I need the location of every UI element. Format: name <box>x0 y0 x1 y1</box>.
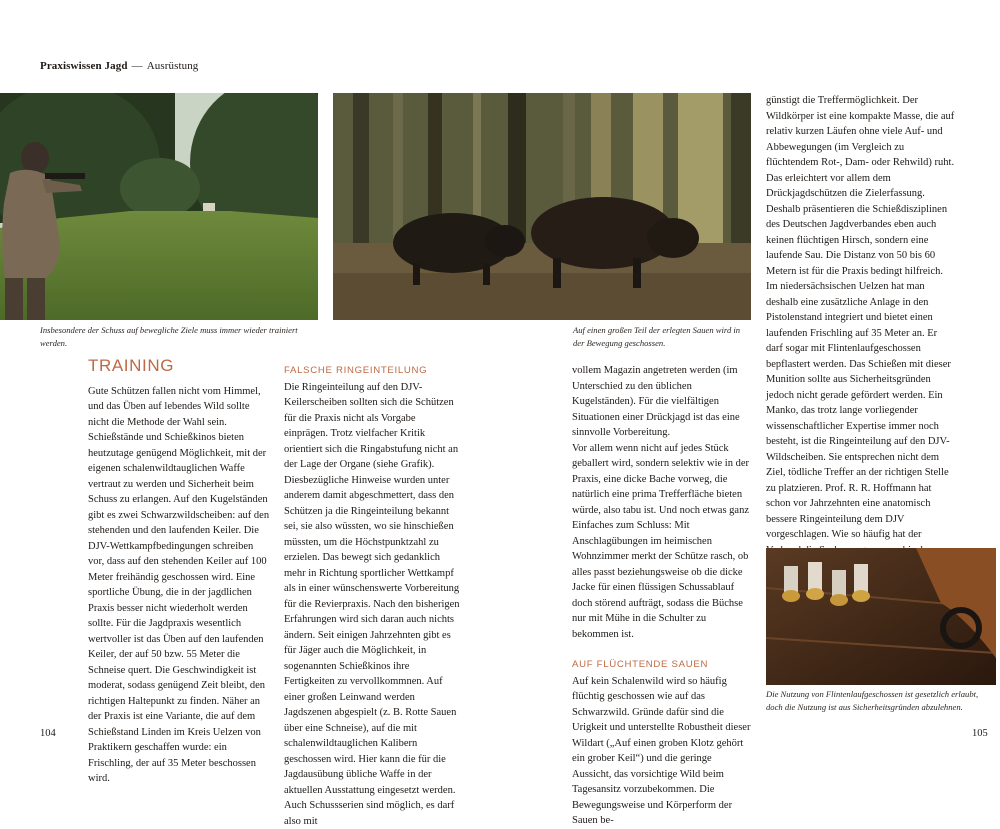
cartridges-photo <box>766 548 996 685</box>
sauen-text-3: Auf kein Schalenwild wird so häufig flüchtig geschossen wie auf das Schwarzwild. Gründe dafür sind die Urigkeit und unterstellte Robustheit dieser Wildart („Auf einen groben Klotz gehört ein grober Keil“) und die geringe Aussicht, das vorsichtige Wild beim Tagesansitz vorzubekommen. Die Bewegungsweise und Körperform der Sauen be- <box>572 674 752 829</box>
column-training <box>88 358 271 787</box>
cartridges-caption: Die Nutzung von Flintenlaufgeschossen ist gesetzlich erlaubt, doch die Nutzung ist aus Sicherheitsgründen abzulehnen. <box>766 688 996 713</box>
book-title: Praxiswissen Jagd <box>40 60 128 72</box>
boars-caption: Auf einen großen Teil der erlegten Sauen wird in der Bewegung geschossen. <box>573 324 753 349</box>
shooter-photo <box>0 93 318 320</box>
training-text: Gute Schützen fallen nicht vom Himmel, und das Üben auf lebendes Wild sollte nicht die Methode der Wahl sein. Schießstände und Schießkinos bieten heutzutage genügend Möglichkeit, mit der eigenen schalenwildtauglichen Waffe vertraut zu werden und Sicherheit beim Schuss zu erlangen. Auf den Kugelständen gibt es zwei Schwarzwildscheiben: auf den stehenden und den laufenden Keiler. Die DJV-Wettkampfbedingungen schreiben vor, dass auf den stehenden Keiler auf 100 Meter freihändig geschossen wird. Eine sportliche Übung, die in der jagdlichen Praxis besser nicht wiederholt werden sollte. Für die Jagdpraxis wesentlich wertvoller ist das Üben auf den laufenden Keiler, der auf 50 bzw. 55 Meter die Schneise quert. Die Geschwindigkeit ist moderat, sodass genügend Zeit bleibt, den richtigen Haltepunkt zu finden. Näher an der Praxis ist eine Variante, die auf dem Schießstand Linden im Kreis Uelzen von Praktikern geschaffen wurde: ein Frischling, der auf 35 Meter beschossen wird. <box>88 384 271 787</box>
page-number-left: 104 <box>40 728 56 739</box>
ringeinteilung-text: Die Ringeinteilung auf den DJV-Keilerscheiben sollten sich die Schützen für die Praxis nicht als Vorgabe einprägen. Trotz vielfacher Kritik orientiert sich die Ringabstufung nicht an der Lage der Organe (siehe Grafik). Diesbezügliche Hinweise wurden unter anderem damit abgeschmettert, dass den Schützen ja die Ringeinteilung bekannt sei, sie also wüssten, wo sie hinschießen müssten, um die Höchstpunktzahl zu erzielen. Das bewegt sich gedanklich mehr in Richtung sportlicher Wettkampf als in einer wünschenswerte Vorbereitung für die Revierpraxis. Nach den bisherigen Erfahrungen wird sich daran auch nichts ändern. Seit einigen Jahrzehnten gibt es für Jäger auch die Möglichkeit, in sogenannten Schießkinos ihre Fertigkeiten zu vervollkommnen. Auf einer großen Leinwand werden Jagdszenen abgespielt (z. B. Rotte Sauen über eine Schneise), auf die mit schalenwildtauglichen Kalibern geschossen wird. Hier kann die für die Jagdausübung übliche Waffe in der aktuellen Ausstattung eingesetzt werden. Auch Schussserien sind möglich, es darf also mit <box>284 380 462 829</box>
page-number-right: 105 <box>972 728 988 739</box>
section-heading-training: TRAINING <box>88 358 271 374</box>
shooter-caption: Insbesondere der Schuss auf bewegliche Ziele muss immer wieder trainiert werden. <box>40 324 318 349</box>
running-head <box>40 60 198 72</box>
column-ringeinteilung <box>284 363 462 829</box>
sauen-text-2: Vor allem wenn nicht auf jedes Stück geballert wird, sondern selektiv wie in der Praxis, eine dicke Bache vorweg, die natürlich eine prima Trefferfläche bieten würde, also tabu ist. Und noch etwas ganz Einfaches zum Schluss: Mit Anschlagübungen im heimischen Wohnzimmer merkt der Schütze rasch, ob alles passt beziehungsweise ob die dicke Jacke für einen flüssigen Schussablauf doch störend aufträgt, sodass die Büchse nur mit Mühe in die Schulter zu bekommen ist. <box>572 441 752 643</box>
chapter-title: Ausrüstung <box>147 60 199 72</box>
header-separator: — <box>132 60 143 72</box>
section-heading-ringeinteilung: FALSCHE RINGEINTEILUNG <box>284 363 462 379</box>
column-sauen <box>572 363 752 829</box>
section-heading-fluechtende-sauen: AUF FLÜCHTENDE SAUEN <box>572 657 752 673</box>
boars-photo <box>333 93 751 320</box>
sauen-text-1: vollem Magazin angetreten werden (im Unterschied zu den üblichen Kugelständen). Für die vielfältigen Situationen einer Drückjagd ist das eine sinnvolle Vorbereitung. <box>572 363 752 441</box>
continued-text: günstigt die Treffermöglichkeit. Der Wildkörper ist eine kompakte Masse, die auf relativ kurzen Läufen ohne viele Auf- und Abbewegungen (im Vergleich zu flüchtendem Rot-, Dam- oder Rehwild) ruht. Das erleichtert vor allem dem Drückjagdschützen die Zielerfassung. Deshalb präsentieren die Schießdisziplinen des Deutschen Jagdverbandes eben auch keinen flüchtigen Hirsch, sondern eine laufende Sau. Die Distanz von 50 bis 60 Metern ist für die Praxis bedingt hilfreich. Im niedersächsischen Uelzen hat man deshalb eine zusätzliche Anlage in den Pistolenstand integriert und bietet einen laufenden Frischling auf 35 Meter an. Er darf sogar mit Flintenlaufgeschossen bepflastert werden. Das Schießen mit dieser Munition sollte aus Sicherheitsgründen jedoch nicht gerade gefördert werden. Ein Manko, das trotz lange vorliegender wissenschaftlicher Expertise immer noch besteht, ist die Ringeinteilung auf den DJV-Wildscheiben. Sie entsprechen nicht dem Ziel, tödliche Treffer an der richtigen Stelle zu platzieren. Prof. R. R. Hoffmann hat schon vor Jahrzehnten eine anatomisch bessere Ringeinteilung dem DJV vorgeschlagen. Wie so häufig hat der <box>766 93 956 620</box>
column-continued <box>766 93 956 620</box>
